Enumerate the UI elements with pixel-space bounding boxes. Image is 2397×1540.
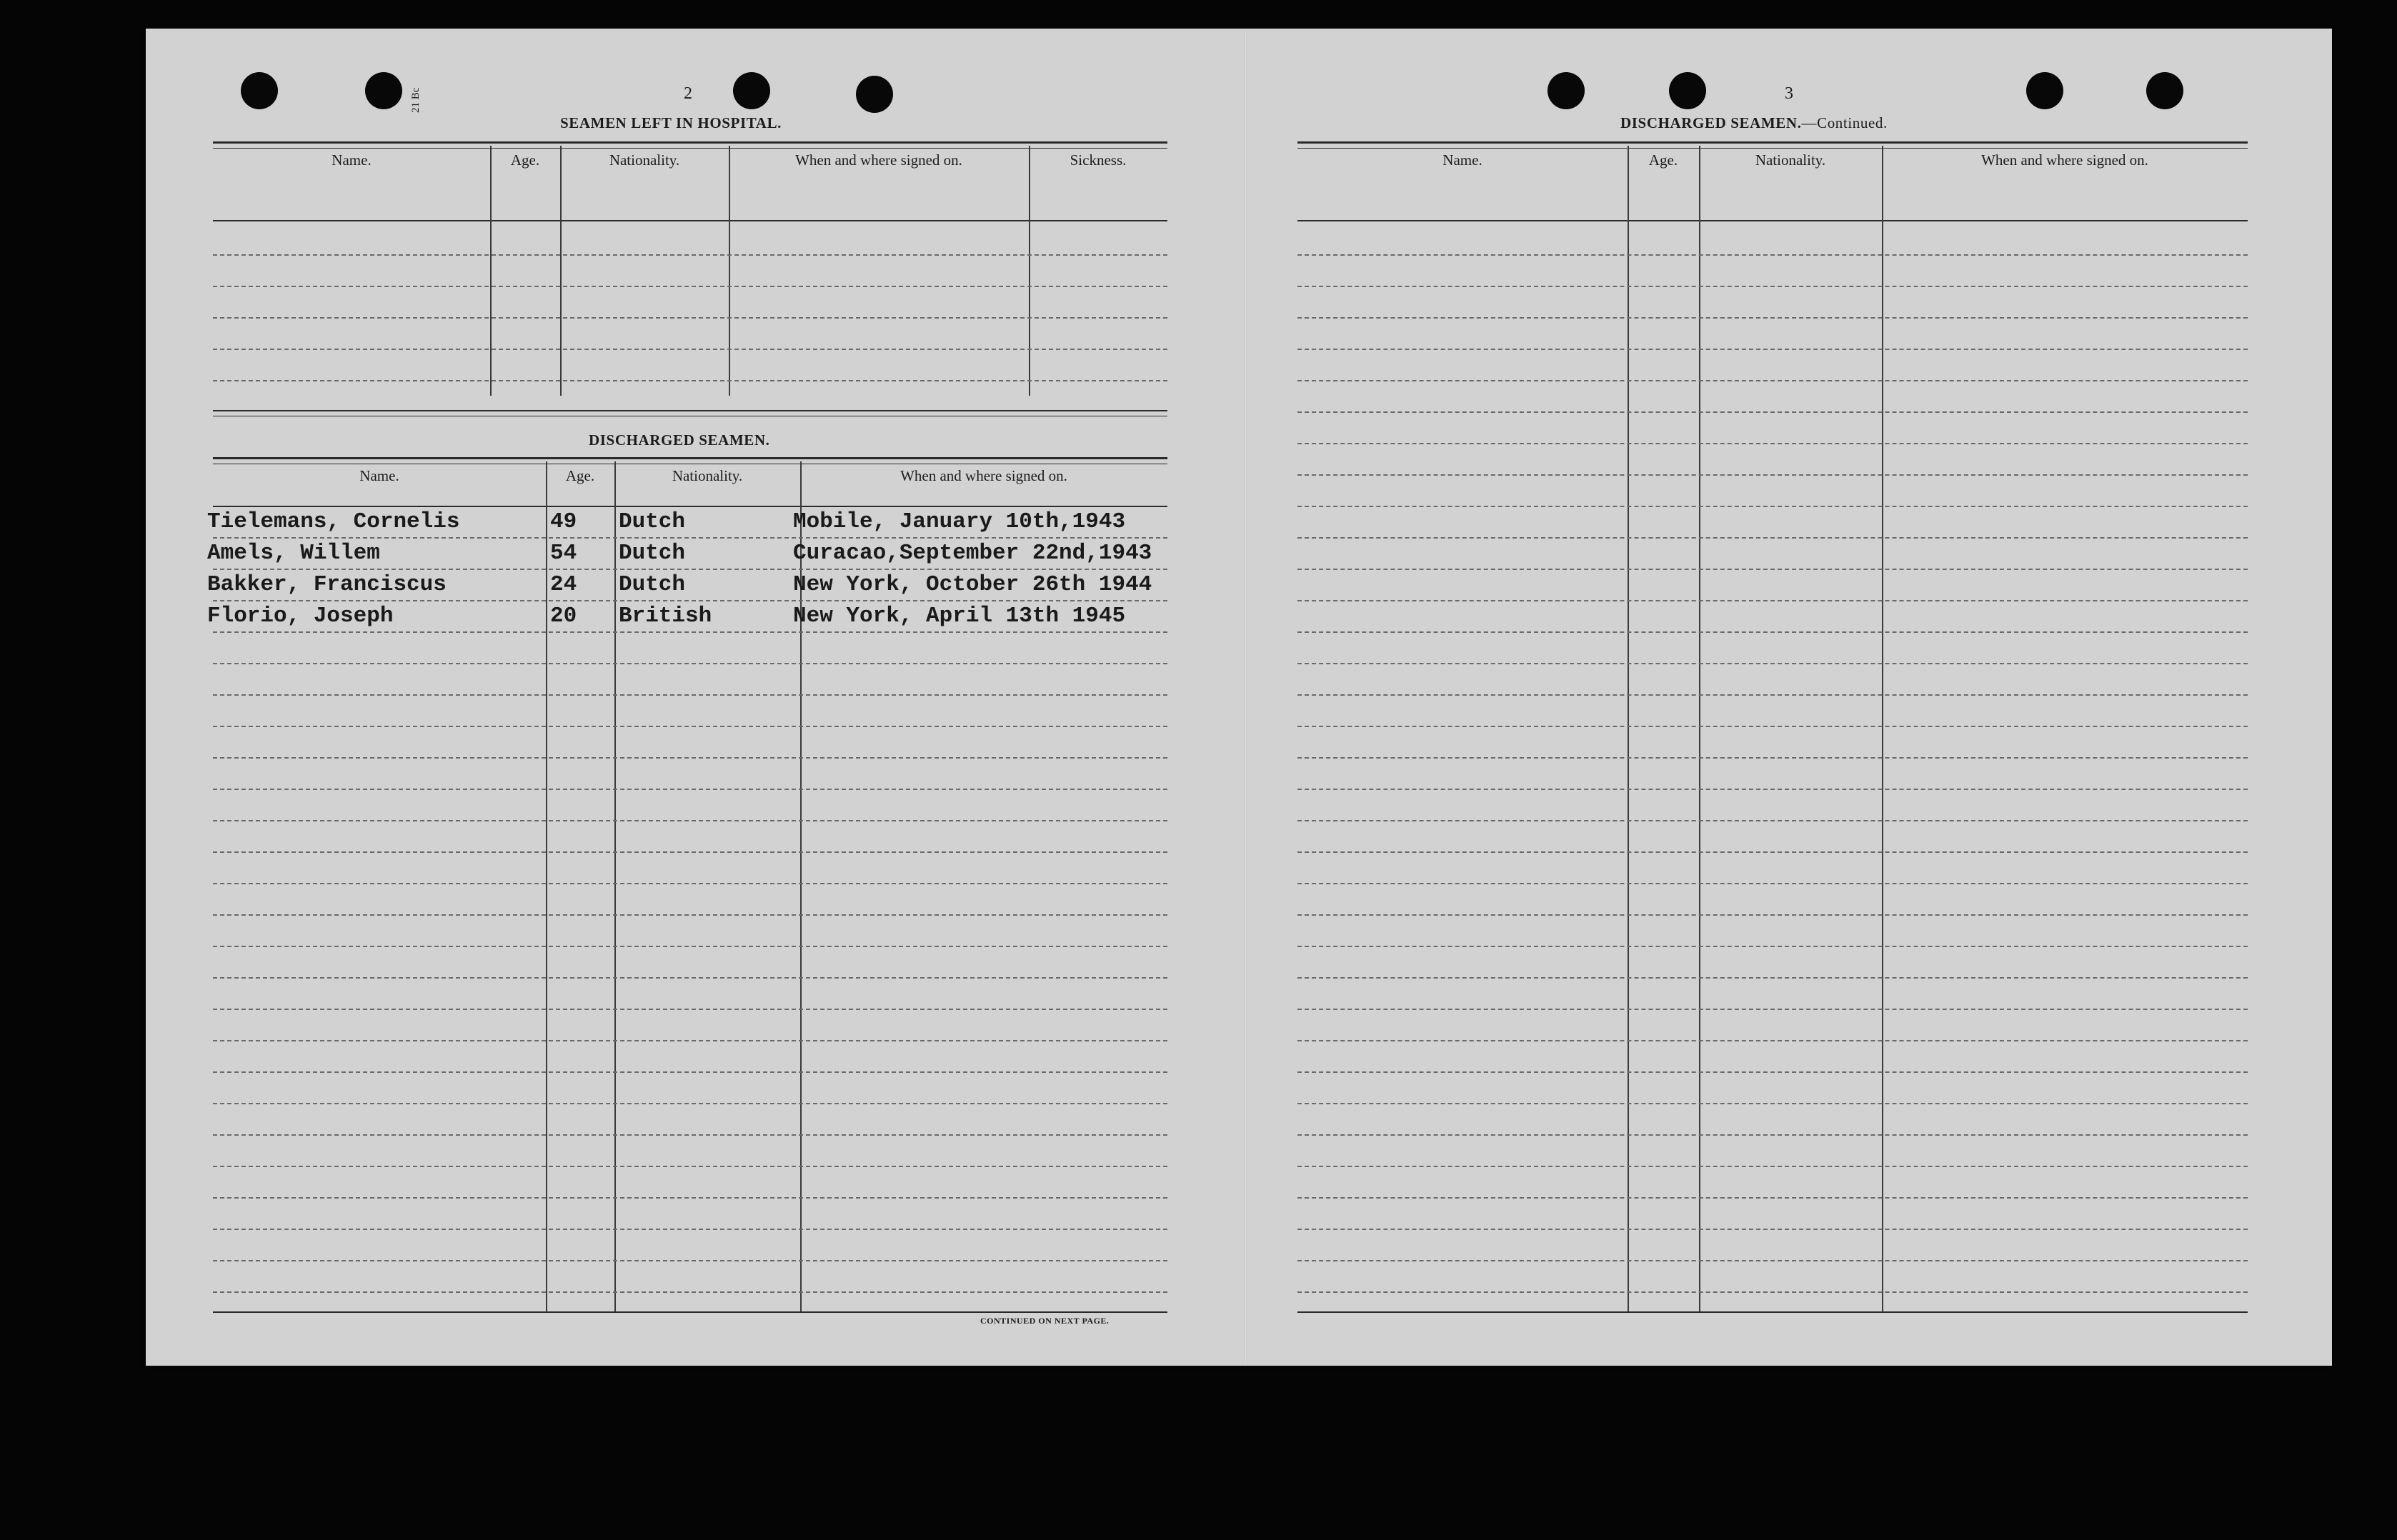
ruled-line [213, 1197, 1167, 1199]
ruled-line [213, 631, 1167, 633]
column-header-name: Name. [332, 151, 372, 169]
punch-hole [733, 72, 770, 109]
title-text: DISCHARGED SEAMEN. [1620, 114, 1802, 131]
seaman-nationality: Dutch [619, 509, 686, 534]
ruled-line [1297, 977, 2248, 979]
column-header-nationality: Nationality. [672, 467, 743, 484]
discharged-continued-table [1297, 141, 2248, 1314]
ruled-line [213, 537, 1167, 539]
ruled-line [213, 1260, 1167, 1261]
ruled-line [1297, 1103, 2248, 1104]
column-header-signed-on: When and where signed on. [900, 467, 1067, 484]
column-header-name: Name. [1442, 151, 1482, 169]
table-row [207, 539, 1167, 570]
left-page [146, 29, 1245, 1366]
ruled-line [1297, 631, 2248, 633]
ruled-line [1297, 380, 2248, 381]
column-header-name: Name. [359, 467, 399, 484]
ruled-line [213, 757, 1167, 759]
side-stamp: 21 Bc [410, 87, 422, 113]
ruled-line [213, 1071, 1167, 1073]
seaman-name: Florio, Joseph [207, 604, 394, 629]
column-header-sickness: Sickness. [1070, 151, 1127, 169]
ruled-line [1297, 883, 2248, 884]
hospital-section-title: SEAMEN LEFT IN HOSPITAL. [560, 114, 782, 131]
seaman-name: Bakker, Franciscus [207, 572, 447, 597]
ruled-line [1297, 286, 2248, 287]
ruled-line [1297, 1040, 2248, 1041]
punch-hole [2026, 72, 2063, 109]
ruled-line [1297, 600, 2248, 601]
seaman-signed-on: Curacao,September 22nd,1943 [793, 541, 1152, 566]
table-row [207, 601, 1167, 633]
ruled-line [1297, 663, 2248, 664]
seaman-signed-on: New York, April 13th 1945 [793, 604, 1126, 629]
right-page [1245, 29, 2332, 1366]
seaman-nationality: Dutch [619, 572, 686, 597]
ruled-line [213, 1040, 1167, 1041]
punch-hole [241, 72, 278, 109]
punch-hole [365, 72, 402, 109]
punch-hole [2146, 72, 2183, 109]
hospital-table [213, 141, 1167, 424]
seaman-age: 54 [550, 541, 577, 566]
ruled-line [213, 600, 1167, 601]
ruled-line [1297, 317, 2248, 319]
continued-note: CONTINUED ON NEXT PAGE. [980, 1316, 1110, 1326]
seaman-age: 24 [550, 572, 577, 597]
seaman-name: Amels, Willem [207, 541, 380, 566]
ruled-line [213, 1291, 1167, 1293]
ruled-line [213, 1229, 1167, 1230]
discharged-table [207, 457, 1167, 1314]
ruled-line [1297, 537, 2248, 539]
ruled-line [1297, 820, 2248, 821]
ruled-line [213, 851, 1167, 853]
ruled-line [1297, 1071, 2248, 1073]
ruled-line [213, 694, 1167, 696]
punch-hole [1669, 72, 1706, 109]
ruled-line [213, 1103, 1167, 1104]
column-header-signed-on: When and where signed on. [1981, 151, 2148, 169]
ruled-line [1297, 569, 2248, 570]
ruled-line [1297, 1291, 2248, 1293]
ruled-line [213, 726, 1167, 727]
ledger-sheet [146, 29, 2332, 1366]
seaman-age: 49 [550, 509, 577, 534]
ruled-line [1297, 411, 2248, 413]
ruled-line [1297, 1197, 2248, 1199]
column-header-signed-on: When and where signed on. [795, 151, 962, 169]
table-row [207, 507, 1167, 539]
ruled-line [213, 883, 1167, 884]
punch-hole [1548, 72, 1585, 109]
column-header-age: Age. [1648, 151, 1678, 169]
ruled-line [1297, 1009, 2248, 1010]
ruled-line [213, 820, 1167, 821]
seaman-age: 20 [550, 604, 577, 629]
table-row [207, 570, 1167, 601]
seaman-nationality: British [619, 604, 712, 629]
ruled-line [213, 977, 1167, 979]
ruled-line [1297, 914, 2248, 916]
ruled-line [1297, 443, 2248, 444]
ruled-line [213, 1134, 1167, 1136]
ruled-line [213, 789, 1167, 790]
ruled-line [213, 1009, 1167, 1010]
ruled-line [213, 569, 1167, 570]
ruled-line [1297, 474, 2248, 476]
punch-hole [856, 76, 893, 113]
ruled-line [213, 946, 1167, 947]
page-number: 2 [684, 84, 692, 103]
discharged-continued-title [1620, 114, 1888, 132]
seaman-signed-on: New York, October 26th 1944 [793, 572, 1152, 597]
seaman-signed-on: Mobile, January 10th,1943 [793, 509, 1126, 534]
ruled-line [213, 663, 1167, 664]
column-header-nationality: Nationality. [1755, 151, 1826, 169]
ruled-line [1297, 789, 2248, 790]
column-header-age: Age. [565, 467, 595, 484]
ruled-line [213, 1166, 1167, 1167]
discharged-section-title: DISCHARGED SEAMEN. [589, 431, 770, 449]
title-suffix: —Continued. [1801, 114, 1888, 131]
ruled-line [1297, 757, 2248, 759]
ruled-line [1297, 1134, 2248, 1136]
ruled-line [213, 914, 1167, 916]
ruled-line [1297, 726, 2248, 727]
ruled-line [1297, 851, 2248, 853]
ruled-line [1297, 254, 2248, 256]
page-number: 3 [1785, 84, 1793, 103]
ruled-line [1297, 1260, 2248, 1261]
column-header-age: Age. [510, 151, 540, 169]
ruled-line [1297, 946, 2248, 947]
ruled-line [1297, 1229, 2248, 1230]
seaman-nationality: Dutch [619, 541, 686, 566]
column-header-nationality: Nationality. [609, 151, 680, 169]
seaman-name: Tielemans, Cornelis [207, 509, 460, 534]
ruled-line [1297, 506, 2248, 507]
ruled-line [1297, 349, 2248, 350]
ruled-line [1297, 694, 2248, 696]
ruled-line [1297, 1166, 2248, 1167]
